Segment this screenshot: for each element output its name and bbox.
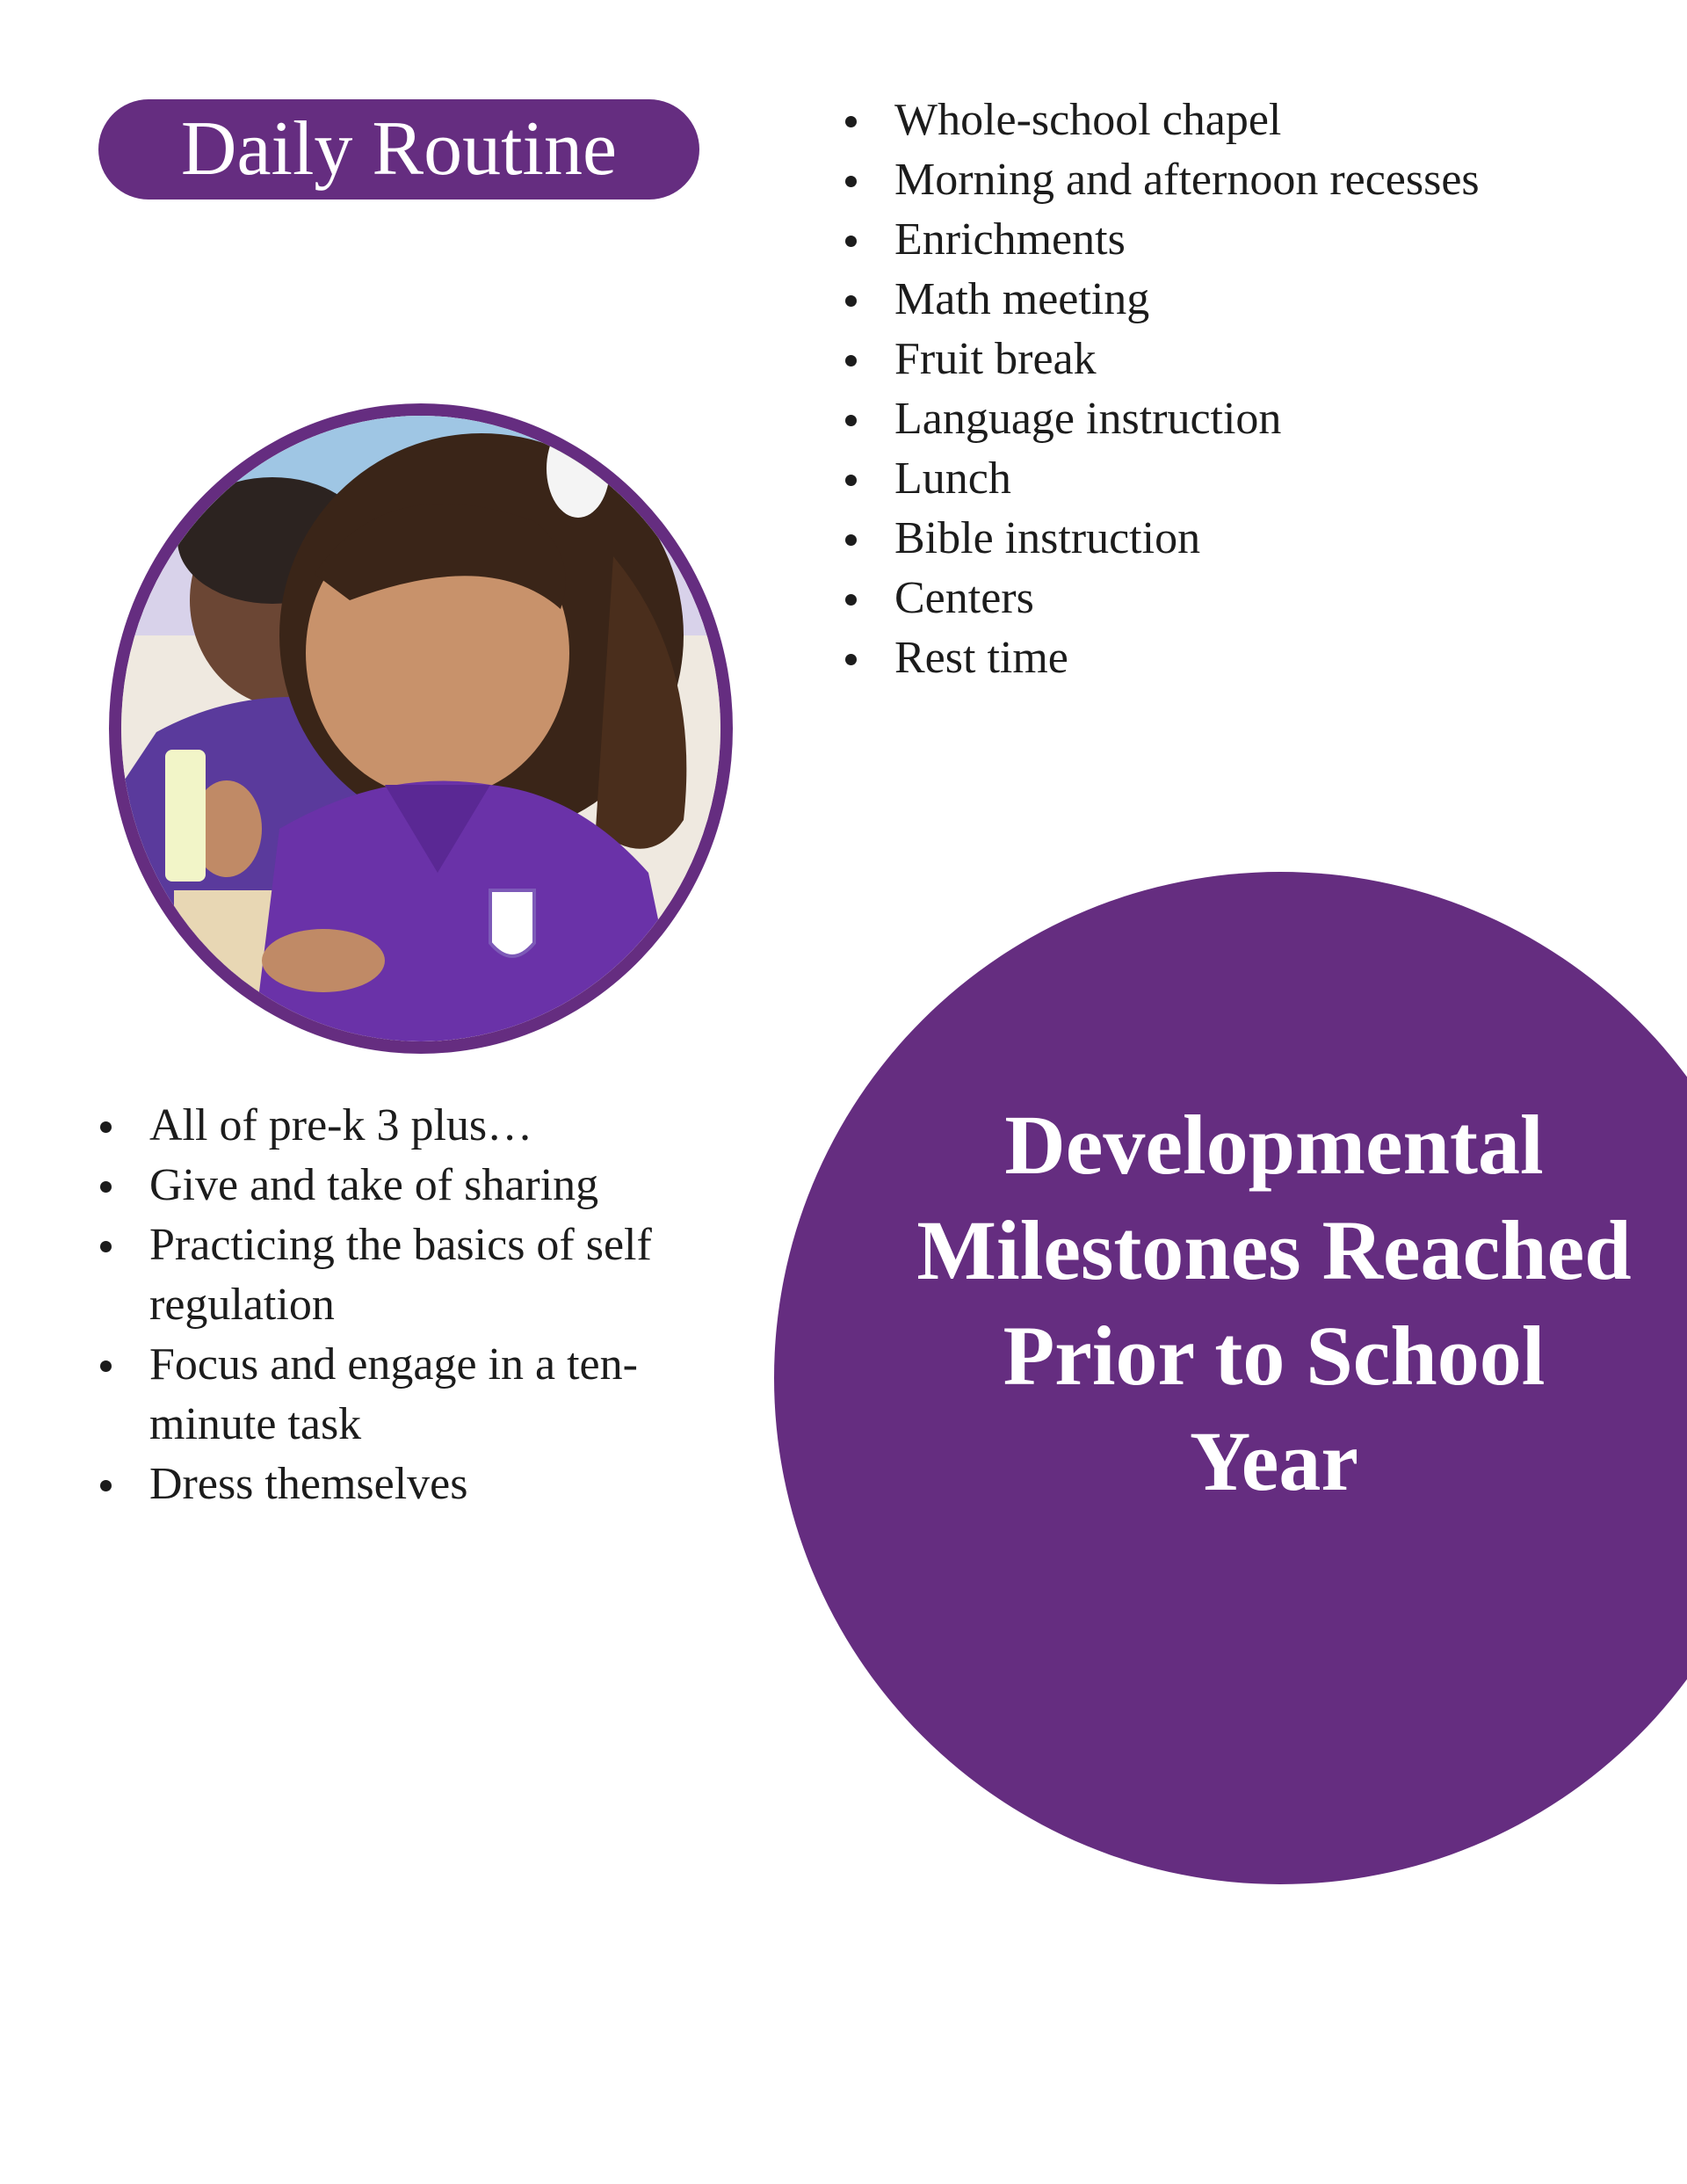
list-item: Bible instruction bbox=[840, 509, 1631, 569]
list-item: Language instruction bbox=[840, 389, 1631, 449]
list-item: Practicing the basics of self regulation bbox=[95, 1215, 710, 1335]
list-item: Centers bbox=[840, 569, 1631, 628]
list-item: All of pre-k 3 plus… bbox=[95, 1096, 710, 1156]
milestones-list bbox=[95, 1096, 710, 1514]
list-item: Fruit break bbox=[840, 330, 1631, 389]
milestones-title: Developmental Milestones Reached Prior to School Year bbox=[916, 1098, 1632, 1508]
children-photo-illustration bbox=[121, 416, 720, 1041]
list-item: Focus and engage in a ten-minute task bbox=[95, 1335, 710, 1455]
daily-routine-heading-pill bbox=[98, 99, 699, 200]
list-item: Rest time bbox=[840, 628, 1631, 688]
list-item: Dress themselves bbox=[95, 1455, 710, 1514]
list-item: Give and take of sharing bbox=[95, 1156, 710, 1215]
photo-frame bbox=[109, 403, 733, 1054]
children-photo bbox=[121, 416, 720, 1041]
list-item: Math meeting bbox=[840, 270, 1631, 330]
list-item: Morning and afternoon recesses bbox=[840, 150, 1631, 210]
daily-routine-list bbox=[840, 91, 1631, 688]
list-item: Lunch bbox=[840, 449, 1631, 509]
list-item: Whole-school chapel bbox=[840, 91, 1631, 150]
list-item: Enrichments bbox=[840, 210, 1631, 270]
daily-routine-title: Daily Routine bbox=[180, 106, 618, 192]
